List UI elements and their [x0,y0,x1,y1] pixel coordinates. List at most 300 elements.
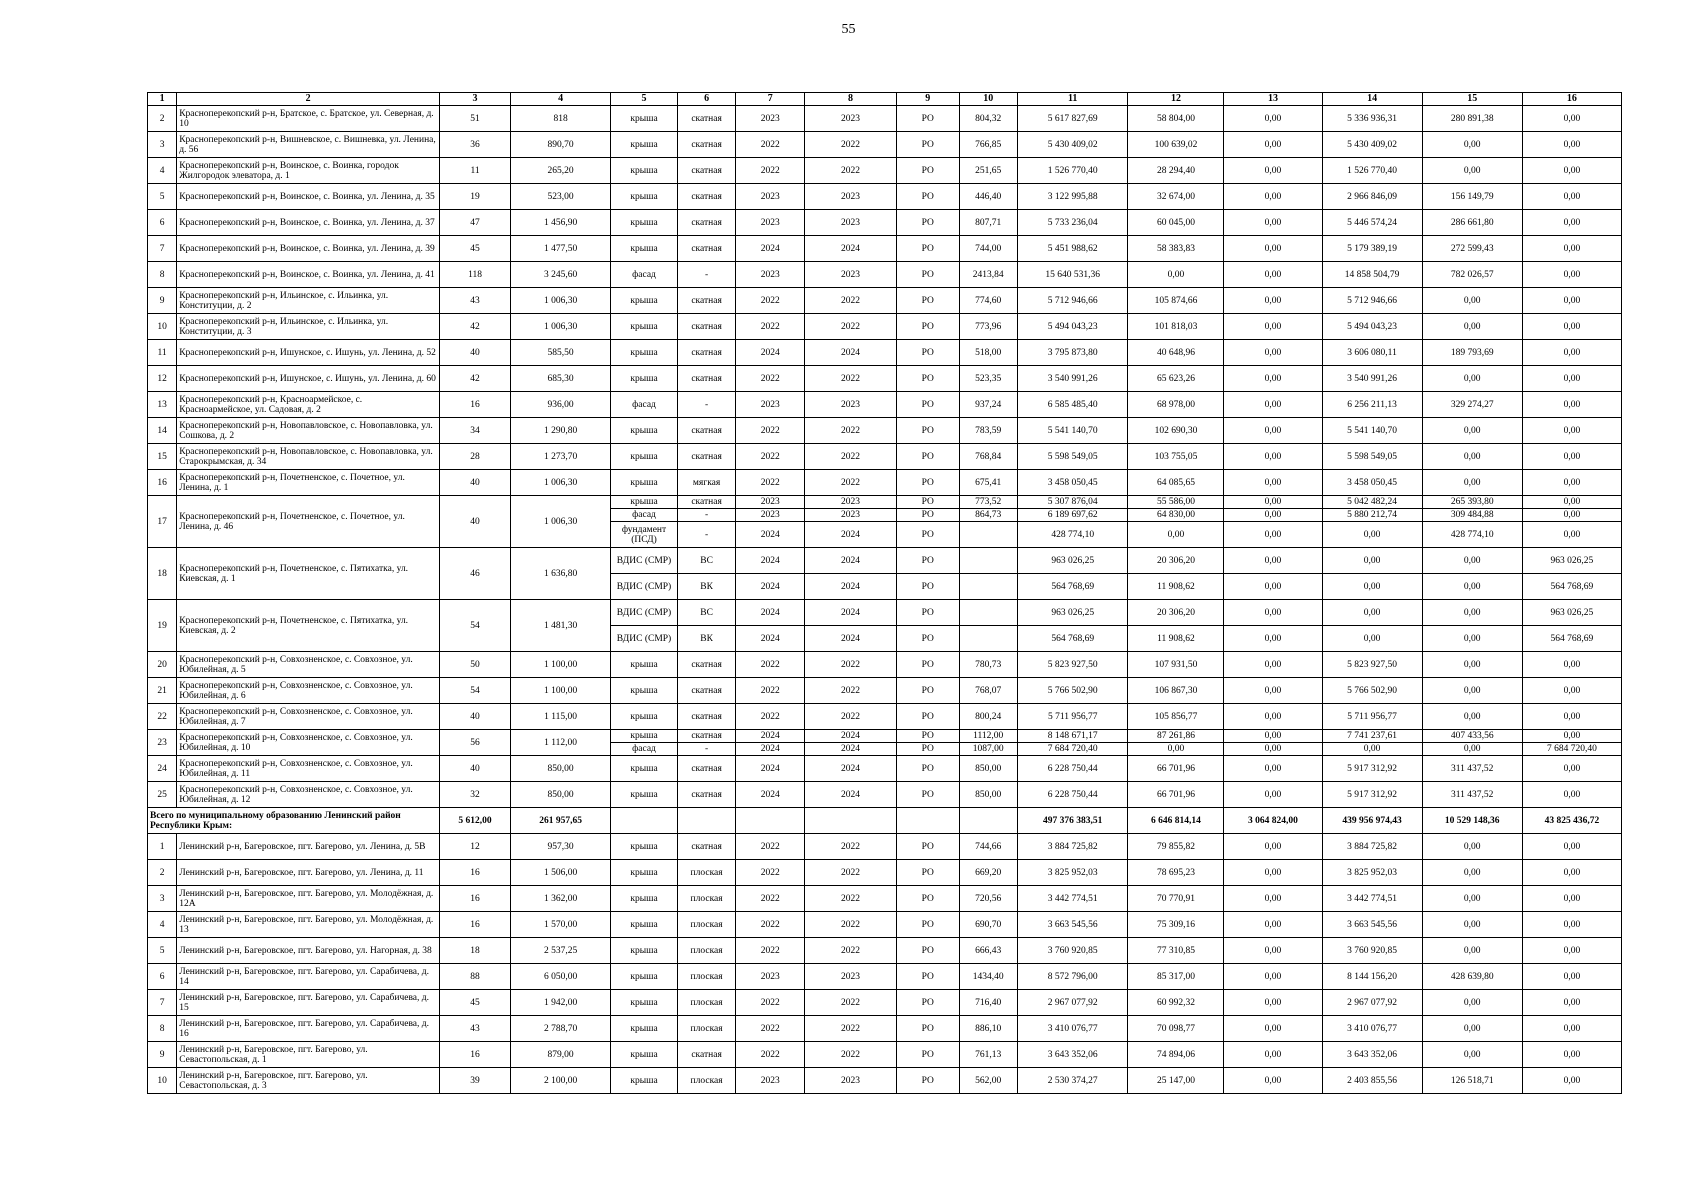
work-type-cell: крыша [611,912,678,938]
area-cell: 2 788,70 [511,1016,611,1042]
cost-cell: 0,00 [1422,938,1522,964]
cost-cell: 5 446 574,24 [1322,210,1422,236]
work-type-cell: крыша [611,444,678,470]
subtype-cell: скатная [677,678,735,704]
cost-cell: 1 526 770,40 [1017,158,1128,184]
cost-cell: 3 884 725,82 [1017,834,1128,860]
executor-cell: РО [896,886,959,912]
year-cell: 2022 [736,912,805,938]
cost-cell: 5 712 946,66 [1017,288,1128,314]
cost-cell: 11 908,62 [1128,626,1224,652]
year-cell: 2022 [805,1016,897,1042]
subtype-cell: скатная [677,730,735,743]
year-cell: 2022 [805,444,897,470]
executor-cell: РО [896,1016,959,1042]
cost-cell: 0,00 [1224,1068,1322,1094]
area-cell: 1 570,00 [511,912,611,938]
cost-cell: 0,00 [1522,730,1621,743]
cost-cell: 428 774,10 [1422,522,1522,548]
cost-cell: 64 085,65 [1128,470,1224,496]
area-cell: 1 006,30 [511,288,611,314]
table-row [148,132,1622,158]
row-number-cell: 8 [148,1016,177,1042]
count-cell: 16 [440,912,511,938]
cost-cell: 0,00 [1224,964,1322,990]
cost-cell: 0,00 [1422,444,1522,470]
cost-cell: 5 494 043,23 [1322,314,1422,340]
cost-cell: 85 317,00 [1128,964,1224,990]
cost-cell: 0,00 [1522,1042,1621,1068]
year-cell: 2023 [736,184,805,210]
price-cell: 720,56 [959,886,1017,912]
cost-cell: 5 917 312,92 [1322,782,1422,808]
cost-cell: 0,00 [1224,340,1322,366]
executor-cell: РО [896,314,959,340]
address-cell: Ленинский р-н, Багеровское, пгт. Багерово, ул. Нагорная, д. 38 [177,938,440,964]
executor-cell: РО [896,964,959,990]
cost-cell: 2 530 374,27 [1017,1068,1128,1094]
cost-cell: 280 891,38 [1422,106,1522,132]
cost-cell: 11 908,62 [1128,574,1224,600]
executor-cell: РО [896,509,959,522]
column-header: 8 [805,93,897,106]
price-cell [959,548,1017,574]
row-number-cell: 4 [148,912,177,938]
price-cell: 937,24 [959,392,1017,418]
cost-cell: 0,00 [1522,314,1621,340]
count-cell: 54 [440,678,511,704]
cost-cell: 66 701,96 [1128,756,1224,782]
total-label-cell: Всего по муниципальному образованию Ленинский район Республики Крым: [148,808,440,834]
address-cell: Красноперекопский р-н, Ильинское, с. Ильинка, ул. Конституции, д. 3 [177,314,440,340]
table-row [148,990,1622,1016]
subtype-cell: скатная [677,834,735,860]
page-number: 55 [841,22,856,37]
year-cell: 2022 [736,938,805,964]
empty-cell [959,808,1017,834]
cost-cell: 7 684 720,40 [1522,743,1621,756]
year-cell: 2022 [736,834,805,860]
year-cell: 2023 [805,1068,897,1094]
count-cell: 40 [440,340,511,366]
column-header: 12 [1128,93,1224,106]
year-cell: 2023 [736,392,805,418]
address-cell: Ленинский р-н, Багеровское, пгт. Багерово, ул. Севастопольская, д. 1 [177,1042,440,1068]
table-row [148,106,1622,132]
year-cell: 2022 [736,470,805,496]
cost-cell: 3 442 774,51 [1322,886,1422,912]
subtype-cell: скатная [677,314,735,340]
executor-cell: РО [896,743,959,756]
table-row [148,496,1622,509]
work-type-cell: ВДИС (СМР) [611,574,678,600]
cost-cell: 0,00 [1224,288,1322,314]
cost-cell: 0,00 [1522,132,1621,158]
table-row [148,288,1622,314]
cost-cell: 100 639,02 [1128,132,1224,158]
cost-cell: 3 760 920,85 [1322,938,1422,964]
executor-cell: РО [896,132,959,158]
area-cell: 1 477,50 [511,236,611,262]
price-cell: 744,66 [959,834,1017,860]
cost-cell: 3 540 991,26 [1017,366,1128,392]
subtype-cell: ВК [677,626,735,652]
cost-cell: 0,00 [1522,340,1621,366]
cost-cell: 3 663 545,56 [1017,912,1128,938]
cost-cell: 5 307 876,04 [1017,496,1128,509]
count-cell: 54 [440,600,511,652]
cost-cell: 0,00 [1522,496,1621,509]
cost-cell: 55 586,00 [1128,496,1224,509]
cost-cell: 75 309,16 [1128,912,1224,938]
price-cell: 773,52 [959,496,1017,509]
year-cell: 2022 [805,158,897,184]
address-cell: Красноперекопский р-н, Совхозненское, с. Совхозное, ул. Юбилейная, д. 11 [177,756,440,782]
cost-cell: 0,00 [1422,418,1522,444]
table-row [148,756,1622,782]
count-cell: 50 [440,652,511,678]
cost-cell: 70 098,77 [1128,1016,1224,1042]
area-cell: 2 100,00 [511,1068,611,1094]
cost-cell: 0,00 [1224,418,1322,444]
cost-cell: 3 064 824,00 [1224,808,1322,834]
cost-cell: 3 458 050,45 [1017,470,1128,496]
executor-cell: РО [896,782,959,808]
subtype-cell: ВС [677,600,735,626]
cost-cell: 0,00 [1322,743,1422,756]
area-cell: 1 006,30 [511,470,611,496]
subtype-cell: скатная [677,158,735,184]
price-cell: 1434,40 [959,964,1017,990]
year-cell: 2024 [805,626,897,652]
count-cell: 16 [440,1042,511,1068]
area-cell: 3 245,60 [511,262,611,288]
count-cell: 36 [440,132,511,158]
cost-cell: 0,00 [1224,496,1322,509]
table-row [148,236,1622,262]
year-cell: 2022 [805,938,897,964]
cost-cell: 5 598 549,05 [1322,444,1422,470]
row-number-cell: 24 [148,756,177,782]
cost-cell: 189 793,69 [1422,340,1522,366]
cost-cell: 60 045,00 [1128,210,1224,236]
cost-cell: 0,00 [1522,990,1621,1016]
subtype-cell: скатная [677,652,735,678]
area-cell: 685,30 [511,366,611,392]
price-cell: 2413,84 [959,262,1017,288]
work-type-cell: фасад [611,392,678,418]
year-cell: 2023 [736,262,805,288]
table-row [148,418,1622,444]
count-cell: 18 [440,938,511,964]
cost-cell: 0,00 [1224,210,1322,236]
executor-cell: РО [896,730,959,743]
area-cell: 936,00 [511,392,611,418]
cost-cell: 0,00 [1422,288,1522,314]
cost-cell: 0,00 [1522,652,1621,678]
year-cell: 2024 [805,574,897,600]
cost-cell: 156 149,79 [1422,184,1522,210]
table-row [148,860,1622,886]
year-cell: 2023 [805,392,897,418]
count-cell: 45 [440,990,511,1016]
subtype-cell: скатная [677,1042,735,1068]
count-cell: 39 [440,1068,511,1094]
cost-cell: 78 695,23 [1128,860,1224,886]
row-number-cell: 6 [148,964,177,990]
subtype-cell: скатная [677,366,735,392]
cost-cell: 68 978,00 [1128,392,1224,418]
table-row [148,600,1622,626]
table-row [148,834,1622,860]
area-cell: 850,00 [511,782,611,808]
count-cell: 88 [440,964,511,990]
work-type-cell: крыша [611,340,678,366]
price-cell: 807,71 [959,210,1017,236]
cost-cell: 428 774,10 [1017,522,1128,548]
cost-cell: 0,00 [1522,418,1621,444]
address-cell: Красноперекопский р-н, Совхозненское, с. Совхозное, ул. Юбилейная, д. 12 [177,782,440,808]
cost-cell: 286 661,80 [1422,210,1522,236]
subtype-cell: скатная [677,444,735,470]
cost-cell: 0,00 [1224,678,1322,704]
row-number-cell: 20 [148,652,177,678]
cost-cell: 0,00 [1322,600,1422,626]
price-cell: 562,00 [959,1068,1017,1094]
executor-cell: РО [896,210,959,236]
work-type-cell: крыша [611,288,678,314]
executor-cell: РО [896,548,959,574]
row-number-cell: 7 [148,990,177,1016]
year-cell: 2023 [736,1068,805,1094]
table-row [148,366,1622,392]
cost-cell: 0,00 [1422,886,1522,912]
cost-cell: 3 884 725,82 [1322,834,1422,860]
cost-cell: 0,00 [1224,1042,1322,1068]
column-header: 9 [896,93,959,106]
address-cell: Красноперекопский р-н, Почетненское, с. Почетное, ул. Ленина, д. 46 [177,496,440,548]
cost-cell: 0,00 [1522,964,1621,990]
empty-cell [736,808,805,834]
cost-cell: 0,00 [1224,990,1322,1016]
cost-cell: 102 690,30 [1128,418,1224,444]
cost-cell: 0,00 [1224,600,1322,626]
year-cell: 2022 [736,1042,805,1068]
cost-cell: 20 306,20 [1128,548,1224,574]
cost-cell: 0,00 [1224,470,1322,496]
count-cell: 56 [440,730,511,756]
cost-cell: 8 572 796,00 [1017,964,1128,990]
address-cell: Красноперекопский р-н, Новопавловское, с. Новопавловка, ул. Сошкова, д. 2 [177,418,440,444]
cost-cell: 5 880 212,74 [1322,509,1422,522]
subtype-cell: скатная [677,418,735,444]
year-cell: 2022 [805,912,897,938]
area-cell: 1 273,70 [511,444,611,470]
count-cell: 34 [440,418,511,444]
cost-cell: 564 768,69 [1522,626,1621,652]
row-number-cell: 15 [148,444,177,470]
header-row [148,93,1622,106]
price-cell: 761,13 [959,1042,1017,1068]
executor-cell: РО [896,756,959,782]
work-type-cell: крыша [611,1042,678,1068]
cost-cell: 0,00 [1522,782,1621,808]
cost-cell: 28 294,40 [1128,158,1224,184]
year-cell: 2024 [805,236,897,262]
work-type-cell: крыша [611,756,678,782]
executor-cell: РО [896,288,959,314]
cost-cell: 0,00 [1322,626,1422,652]
count-cell: 11 [440,158,511,184]
work-type-cell: крыша [611,886,678,912]
column-header: 5 [611,93,678,106]
address-cell: Красноперекопский р-н, Воинское, с. Воинка, ул. Ленина, д. 35 [177,184,440,210]
area-cell: 1 636,80 [511,548,611,600]
area-cell: 1 112,00 [511,730,611,756]
year-cell: 2023 [736,964,805,990]
cost-cell: 3 442 774,51 [1017,886,1128,912]
work-type-cell: крыша [611,990,678,1016]
subtype-cell: скатная [677,236,735,262]
year-cell: 2024 [736,756,805,782]
executor-cell: РО [896,834,959,860]
cost-cell: 0,00 [1522,184,1621,210]
row-number-cell: 2 [148,860,177,886]
work-type-cell: крыша [611,782,678,808]
row-number-cell: 11 [148,340,177,366]
cost-cell: 497 376 383,51 [1017,808,1128,834]
cost-cell: 311 437,52 [1422,782,1522,808]
count-cell: 43 [440,1016,511,1042]
year-cell: 2022 [805,288,897,314]
subtype-cell: скатная [677,288,735,314]
cost-cell: 40 648,96 [1128,340,1224,366]
year-cell: 2022 [805,652,897,678]
year-cell: 2023 [805,496,897,509]
cost-cell: 0,00 [1422,743,1522,756]
work-type-cell: крыша [611,678,678,704]
subtype-cell: - [677,262,735,288]
cost-cell: 0,00 [1422,704,1522,730]
year-cell: 2022 [736,678,805,704]
price-cell: 800,24 [959,704,1017,730]
cost-cell: 0,00 [1522,236,1621,262]
executor-cell: РО [896,574,959,600]
cost-cell: 2 967 077,92 [1322,990,1422,1016]
year-cell: 2022 [736,704,805,730]
price-cell: 690,70 [959,912,1017,938]
column-header: 1 [148,93,177,106]
area-cell: 1 362,00 [511,886,611,912]
row-number-cell: 19 [148,600,177,652]
cost-cell: 5 451 988,62 [1017,236,1128,262]
address-cell: Ленинский р-н, Багеровское, пгт. Багерово, ул. Молодёжная, д. 13 [177,912,440,938]
address-cell: Красноперекопский р-н, Ишунское, с. Ишунь, ул. Ленина, д. 60 [177,366,440,392]
cost-cell: 7 741 237,61 [1322,730,1422,743]
cost-cell: 0,00 [1128,522,1224,548]
address-cell: Красноперекопский р-н, Совхозненское, с. Совхозное, ул. Юбилейная, д. 5 [177,652,440,678]
column-header: 15 [1422,93,1522,106]
cost-cell: 3 606 080,11 [1322,340,1422,366]
year-cell: 2022 [736,288,805,314]
count-cell: 46 [440,548,511,600]
table-row [148,392,1622,418]
year-cell: 2024 [736,600,805,626]
cost-cell: 8 148 671,17 [1017,730,1128,743]
empty-cell [805,808,897,834]
cost-cell: 32 674,00 [1128,184,1224,210]
cost-cell: 0,00 [1224,860,1322,886]
address-cell: Ленинский р-н, Багеровское, пгт. Багерово, ул. Ленина, д. 11 [177,860,440,886]
year-cell: 2023 [736,496,805,509]
cost-cell: 3 795 873,80 [1017,340,1128,366]
table-row [148,184,1622,210]
cost-cell: 0,00 [1522,158,1621,184]
cost-cell: 5 336 936,31 [1322,106,1422,132]
year-cell: 2022 [736,132,805,158]
cost-cell: 106 867,30 [1128,678,1224,704]
year-cell: 2022 [736,990,805,1016]
year-cell: 2024 [805,548,897,574]
row-number-cell: 10 [148,314,177,340]
year-cell: 2024 [805,730,897,743]
cost-cell: 564 768,69 [1017,626,1128,652]
row-number-cell: 18 [148,548,177,600]
cost-cell: 0,00 [1322,548,1422,574]
cost-cell: 0,00 [1128,262,1224,288]
count-cell: 43 [440,288,511,314]
cost-cell: 3 825 952,03 [1017,860,1128,886]
row-number-cell: 3 [148,886,177,912]
cost-cell: 0,00 [1522,444,1621,470]
row-number-cell: 9 [148,288,177,314]
cost-cell: 0,00 [1522,509,1621,522]
cost-cell: 0,00 [1422,626,1522,652]
work-type-cell: крыша [611,470,678,496]
year-cell: 2022 [805,470,897,496]
area-cell: 265,20 [511,158,611,184]
cost-cell: 0,00 [1422,1016,1522,1042]
cost-cell: 0,00 [1224,509,1322,522]
cost-cell: 0,00 [1522,834,1621,860]
cost-cell: 0,00 [1522,756,1621,782]
cost-cell: 6 256 211,13 [1322,392,1422,418]
year-cell: 2023 [736,509,805,522]
cost-cell: 5 733 236,04 [1017,210,1128,236]
price-cell: 523,35 [959,366,1017,392]
cost-cell: 7 684 720,40 [1017,743,1128,756]
cost-cell: 70 770,91 [1128,886,1224,912]
row-number-cell: 17 [148,496,177,548]
cost-cell: 0,00 [1224,236,1322,262]
cost-cell: 0,00 [1522,860,1621,886]
row-number-cell: 13 [148,392,177,418]
table-row [148,158,1622,184]
cost-cell: 5 179 389,19 [1322,236,1422,262]
executor-cell: РО [896,652,959,678]
executor-cell: РО [896,860,959,886]
price-cell: 850,00 [959,756,1017,782]
count-cell: 19 [440,184,511,210]
subtype-cell: плоская [677,860,735,886]
cost-cell: 0,00 [1522,522,1621,548]
executor-cell: РО [896,1068,959,1094]
subtype-cell: плоская [677,912,735,938]
cost-cell: 0,00 [1422,314,1522,340]
cost-cell: 3 458 050,45 [1322,470,1422,496]
cost-cell: 0,00 [1422,132,1522,158]
price-cell: 804,32 [959,106,1017,132]
